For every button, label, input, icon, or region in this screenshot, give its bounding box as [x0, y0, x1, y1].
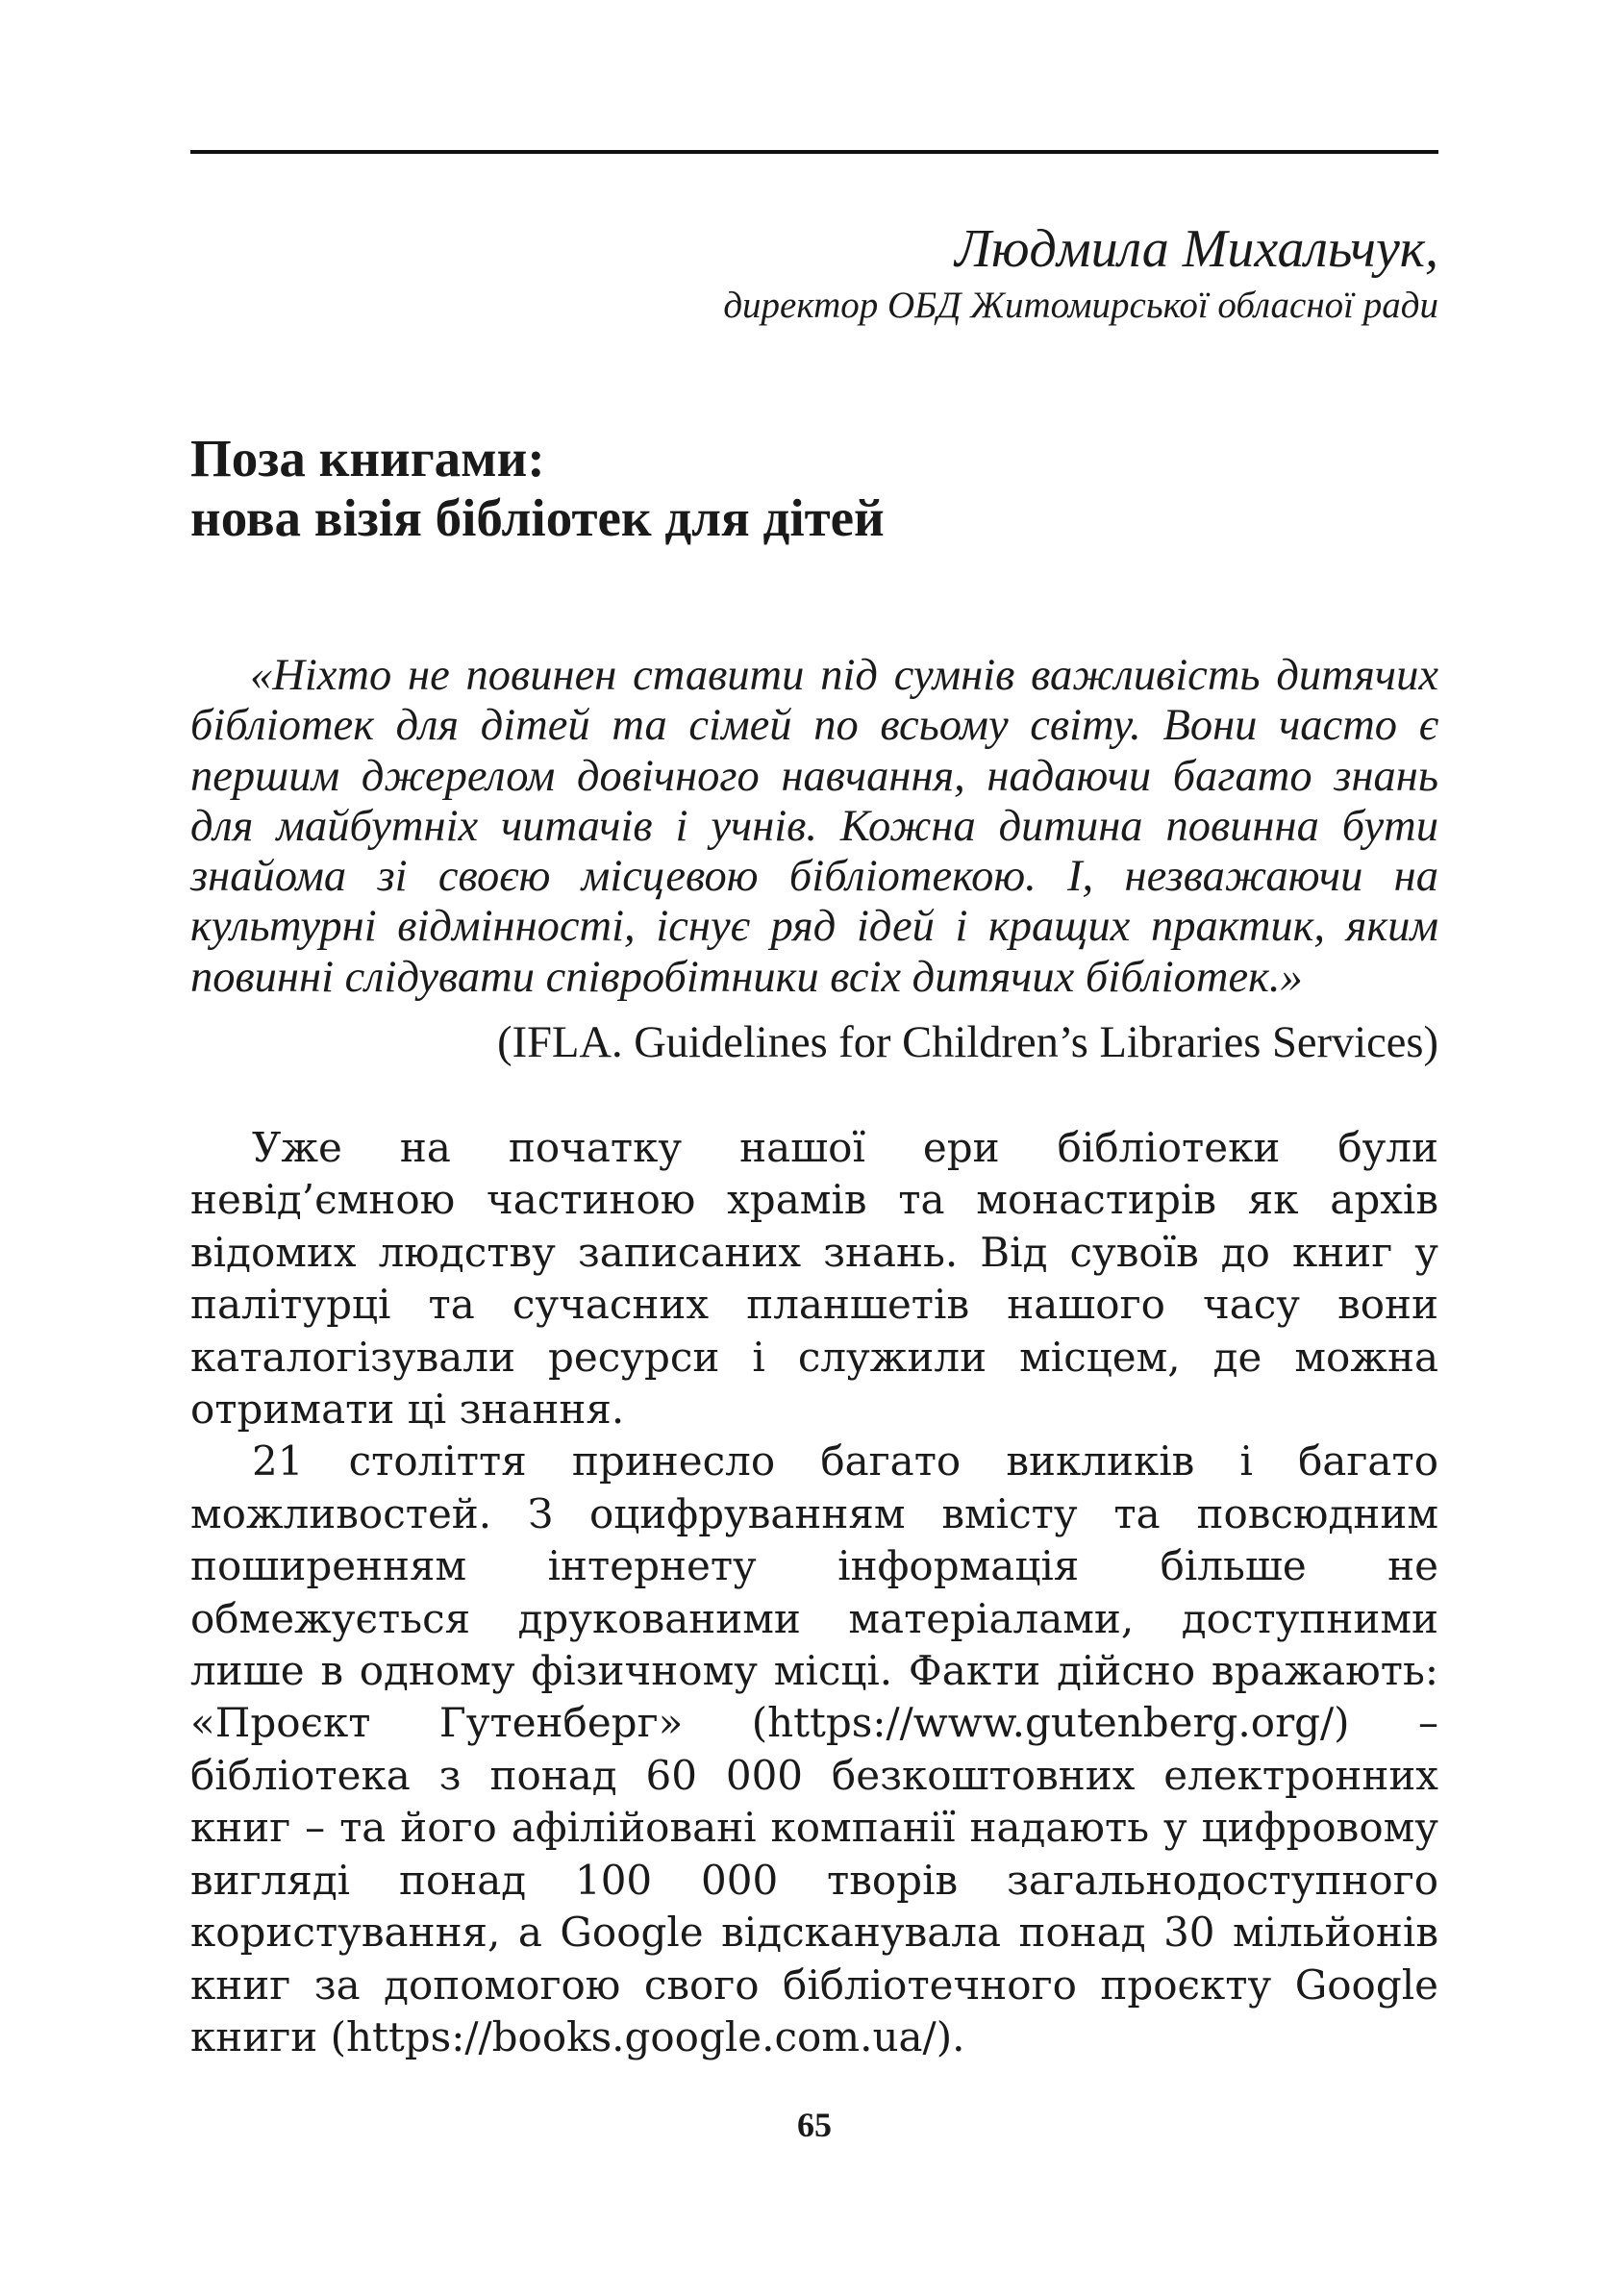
body-paragraph-2: 21 століття принесло багато викликів і багато можливостей. З оцифруванням вмісту та повсюдним поширенням інтернету інформація більше не обмежується друкованими матеріалами, доступними лише в одному фізичному місці. Факти дійсно вражають: «Проєкт Гутенберг» (https://www.gutenberg.org/) – бібліотека з понад 60 000 безкоштовних електронних книг – та його афілійовані компанії надають у цифровому вигляді понад 100 000 творів загальнодоступного користування, а Google відсканувала понад 30 мільйонів книг за допомогою свого бібліотечного проєкту Google книги (https://books.google.com.ua/).: [190, 1437, 1438, 2060]
article-title-line-1: Поза книгами:: [190, 429, 545, 487]
body-paragraph-1: Уже на початку нашої ери бібліотеки були невід’ємною частиною храмів та монастирів як архів відомих людству записаних знань. Від сувоїв до книг у палітурці та сучасних планшетів нашого часу вони каталогізували ресурси і служили місцем, де можна отримати ці знання.: [190, 1124, 1438, 1434]
author-block: [190, 217, 1438, 329]
article-body: [190, 1122, 1438, 2063]
author-name: Людмила Михальчук,: [955, 219, 1438, 279]
article-title-line-2: нова візія бібліотек для дітей: [190, 488, 885, 547]
header-rule: [190, 150, 1438, 154]
epigraph-quote: «Ніхто не повинен ставити під сумнів важливість дитячих бібліотек для дітей та сімей по всьому світу. Вони часто є першим джерелом довічного навчання, надаючи багато знань для майбутніх читачів і учнів. Кожна дитина повинна бути знайома зі своєю місцевою бібліотекою. І, незважаючи на культурні відмінності, існує ряд ідей і кращих практик, яким повинні слідувати співробітники всіх дитячих бібліотек.»: [190, 651, 1438, 1002]
author-role: директор ОБД Житомирської обласної ради: [723, 285, 1438, 326]
epigraph-source: (IFLA. Guidelines for Children’s Libraries Services): [497, 1018, 1438, 1067]
article-title: [190, 429, 1438, 548]
document-page: [190, 0, 1438, 2272]
page-number: 65: [797, 2106, 832, 2144]
